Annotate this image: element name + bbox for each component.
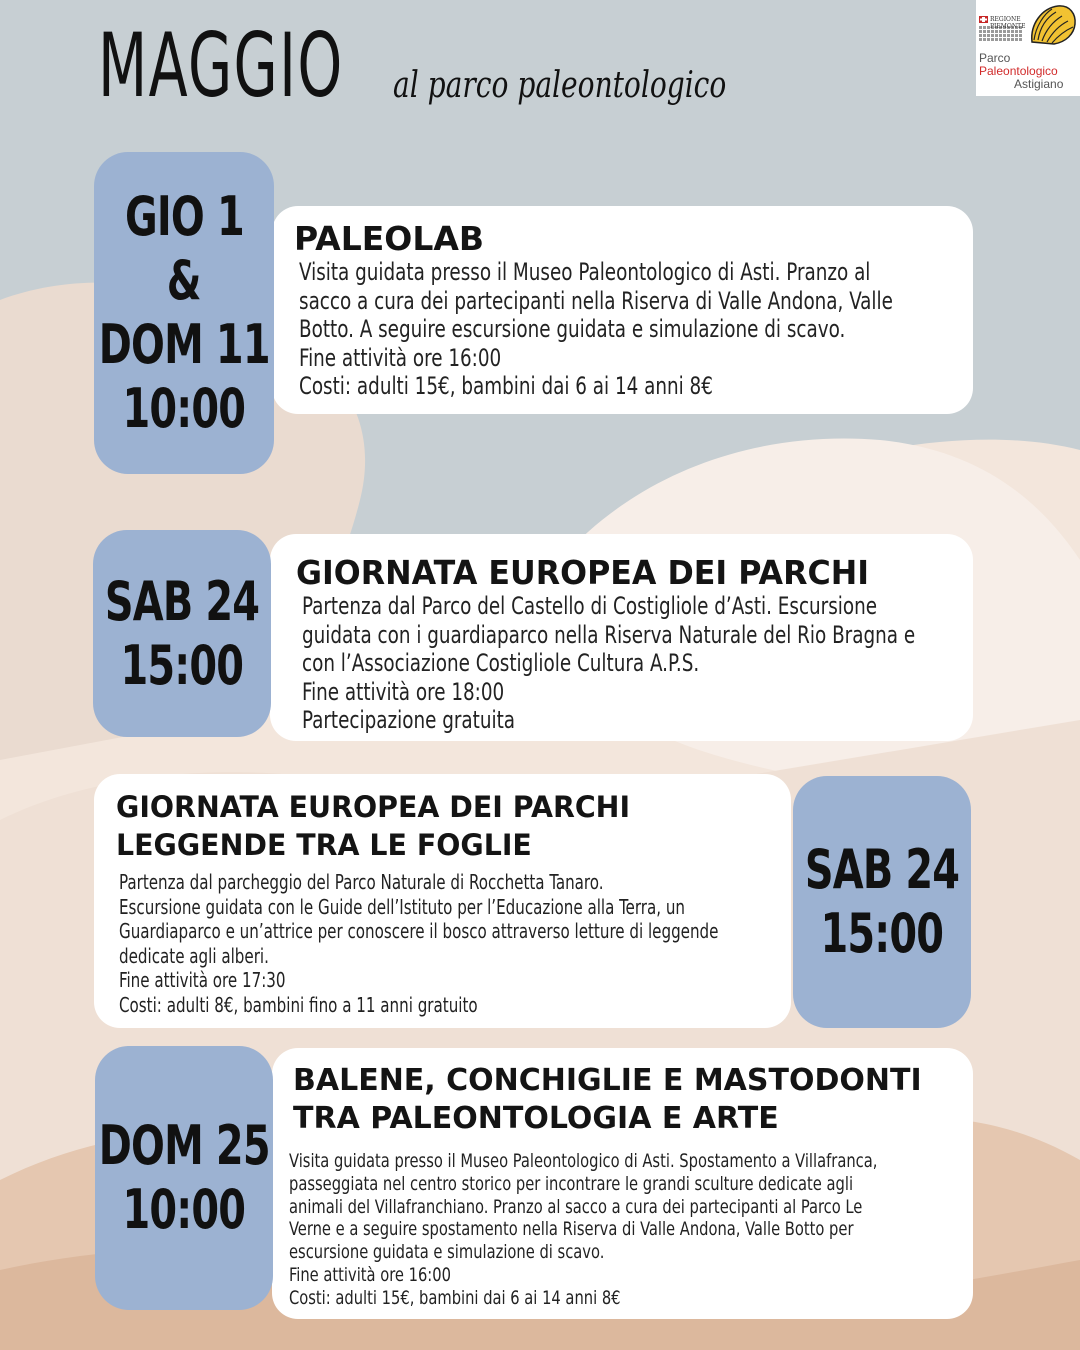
event-title: GIORNATA EUROPEA DEI PARCHI LEGGENDE TRA LE FOGLIE xyxy=(116,790,631,862)
event-title: GIORNATA EUROPEA DEI PARCHI xyxy=(296,553,870,592)
event-title: BALENE, CONCHIGLIE E MASTODONTI TRA PALEONTOLOGIA E ARTE xyxy=(293,1063,922,1136)
event-date-box: GIO 1 & DOM 11 10:00 xyxy=(94,152,274,474)
page-title: MAGGIO xyxy=(98,14,344,117)
event-card-paleolab xyxy=(272,206,973,414)
event-description: Partenza dal parcheggio del Parco Naturale di Rocchetta Tanaro. Escursione guidata con le Guide dell’Istituto per l’Educazione alla Terra, un Guardiaparco e un’attrice per conoscere il bosco attraverso letture di leggende dedicate agli alberi. Fine attività ore 17:30 Costi: adulti 8€, bambini fino a 11 anni gratuito xyxy=(119,870,719,1017)
logo-text-paleontologico: Paleontologico xyxy=(979,64,1058,78)
event-date-box: SAB 24 15:00 xyxy=(793,776,971,1028)
page-subtitle: al parco paleontologico xyxy=(393,65,727,106)
event-title: PALEOLAB xyxy=(294,219,485,258)
event-card-giornata-parchi xyxy=(270,534,973,741)
event-date-box: DOM 25 10:00 xyxy=(95,1046,273,1310)
logo-text-astigiano: Astigiano xyxy=(1014,77,1064,91)
shell-icon xyxy=(1028,2,1078,48)
event-card-balene xyxy=(272,1048,973,1319)
event-date-box: SAB 24 15:00 xyxy=(93,530,271,737)
event-card-leggende xyxy=(94,774,791,1028)
event-description: Partenza dal Parco del Castello di Costigliole d’Asti. Escursione guidata con i guardiaparco nella Riserva Naturale del Rio Bragna e con l’Associazione Costigliole Cultura A.P.S. Fine attività ore 18:00 Partecipazione gratuita xyxy=(302,592,916,735)
event-description: Visita guidata presso il Museo Paleontologico di Asti. Pranzo al sacco a cura dei partecipanti nella Riserva di Valle Andona, Valle Botto. A seguire escursione guidata e simulazione di scavo. Fine attività ore 16:00 Costi: adulti 15€, bambini dai 6 ai 14 anni 8€ xyxy=(299,258,893,400)
event-description: Visita guidata presso il Museo Paleontologico di Asti. Spostamento a Villafranca, passeggiata nel centro storico per incontrare le grandi sculture dedicate agli animali del Villafranchiano. Pranzo al sacco a cura dei partecipanti al Parco Le Verne e a seguire spostamento nella Riserva di Valle Andona, Valle Botto per escursione guidata e simulazione di scavo. Fine attività ore 16:00 Costi: adulti 15€, bambini dai 6 ai 14 anni 8€ xyxy=(289,1150,878,1309)
region-label: REGIONE PIEMONTE xyxy=(990,16,1026,30)
logo-text-parco: Parco xyxy=(979,51,1011,65)
park-logo xyxy=(976,0,1080,96)
